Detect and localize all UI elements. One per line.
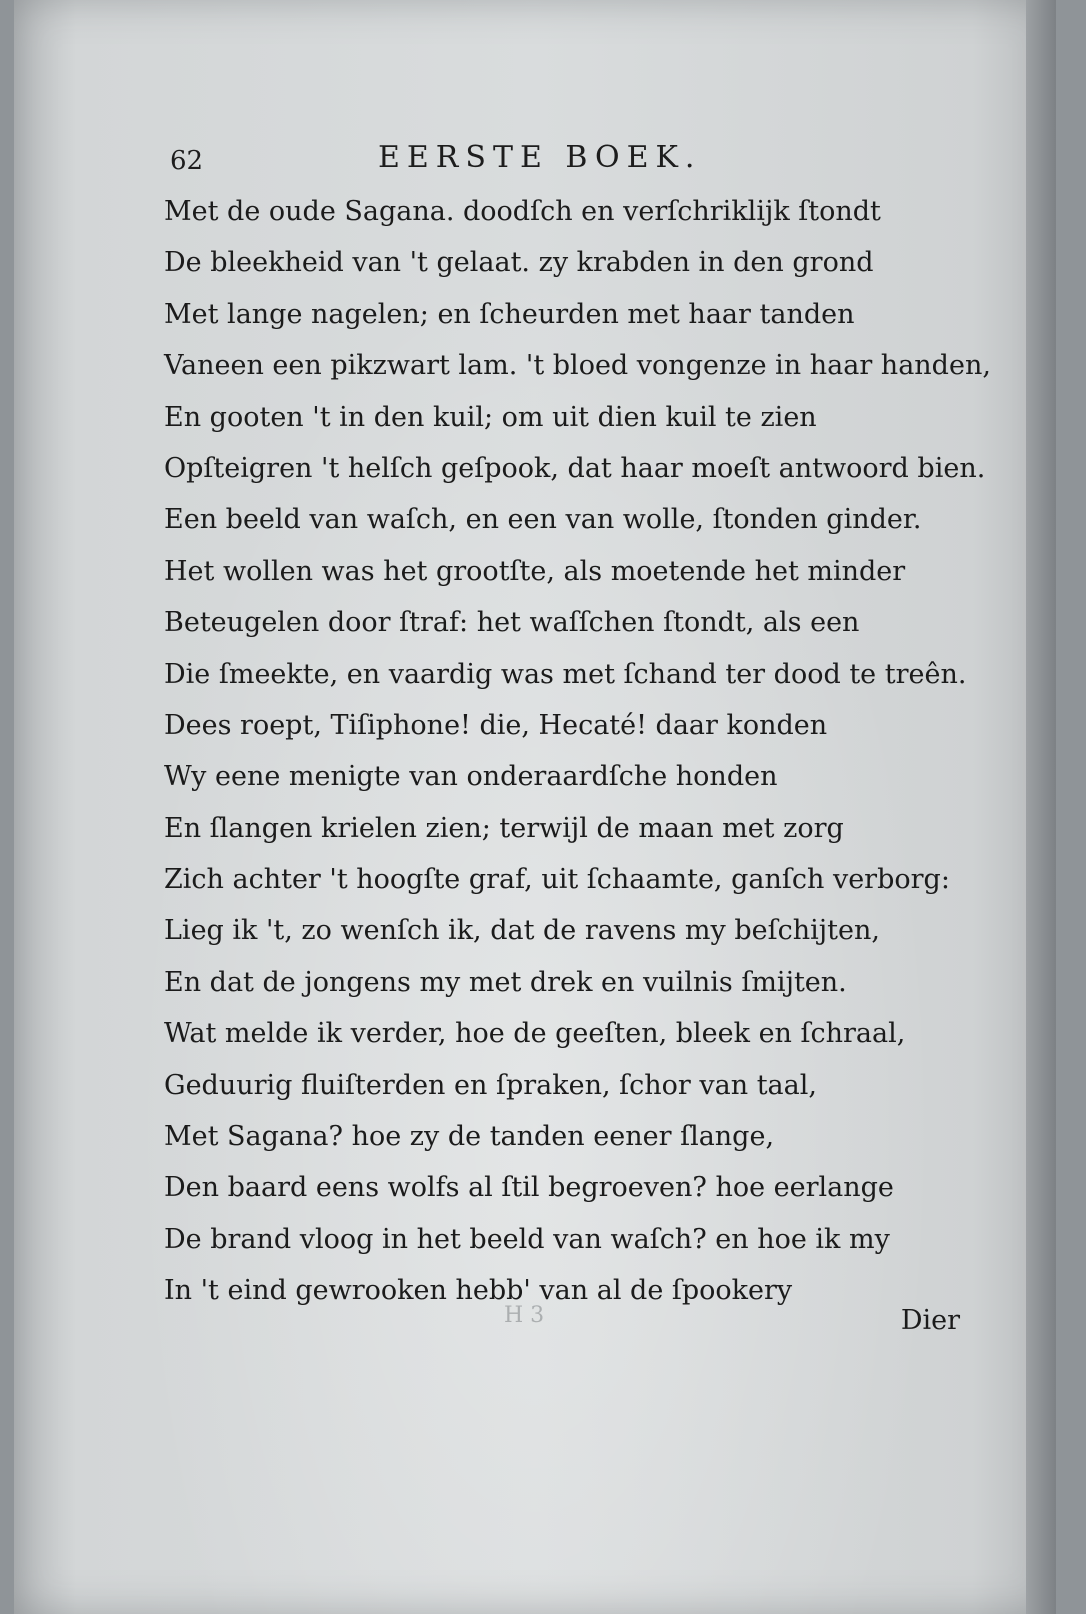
book-page	[14, 0, 1056, 1614]
verse-line: Een beeld van waſch, en een van wolle, ſtonden ginder.	[164, 504, 922, 536]
page-number: 62	[170, 146, 204, 176]
verse-line: Die ſmeekte, en vaardig was met ſchand ter dood te treên.	[164, 658, 967, 690]
verse-line: Opſteigren 't helſch geſpook, dat haar moeſt antwoord bien.	[164, 452, 986, 484]
catchword: Dier	[900, 1305, 960, 1336]
verse-line: Lieg ik 't, zo wenſch ik, dat de ravens my beſchijten,	[164, 915, 880, 947]
verse-text	[164, 186, 994, 1317]
verse-line: Zich achter 't hoogſte graf, uit ſchaamte, ganſch verborg:	[164, 864, 950, 896]
verse-line: Met Sagana? hoe zy de tanden eener ſlange,	[164, 1121, 775, 1153]
verse-line: Vaneen een pikzwart lam. 't bloed vongenze in haar handen,	[164, 350, 991, 382]
verse-line: En gooten 't in den kuil; om uit dien kuil te zien	[164, 401, 817, 433]
verse-line: De bleekheid van 't gelaat. zy krabden in den grond	[164, 247, 874, 279]
verse-line: En dat de jongens my met drek en vuilnis ſmijten.	[164, 966, 847, 998]
verse-line: Met de oude Sagana. doodſch en verſchriklijk ſtondt	[164, 196, 881, 227]
verse-line: Met lange nagelen; en ſcheurden met haar tanden	[164, 298, 855, 330]
verse-line: Het wollen was het grootſte, als moetende het minder	[164, 555, 906, 587]
page-header	[170, 134, 950, 182]
verse-line: Den baard eens wolfs al ſtil begroeven? hoe eerlange	[164, 1172, 894, 1204]
verse-line: Wy eene menigte van onderaardſche honden	[164, 761, 778, 793]
verse-line: En ſlangen krielen zien; terwijl de maan met zorg	[164, 812, 844, 844]
verse-line: De brand vloog in het beeld van waſch? en hoe ik my	[164, 1223, 890, 1255]
verse-line: Dees roept, Tiſiphone! die, Hecaté! daar konden	[164, 709, 828, 741]
verse-line: Wat melde ik verder, hoe de geeſten, bleek en ſchraal,	[164, 1018, 906, 1050]
running-head: EERSTE BOEK.	[378, 140, 702, 175]
signature-mark: H 3	[504, 1303, 545, 1328]
page-edge	[1026, 0, 1056, 1614]
verse-line: Beteugelen door ſtraf: het waſſchen ſtondt, als een	[164, 607, 860, 639]
verse-line: In 't eind gewrooken hebb' van al de ſpookery	[164, 1275, 793, 1307]
verse-line: Geduurig fluiſterden en ſpraken, ſchor van taal,	[164, 1069, 817, 1101]
